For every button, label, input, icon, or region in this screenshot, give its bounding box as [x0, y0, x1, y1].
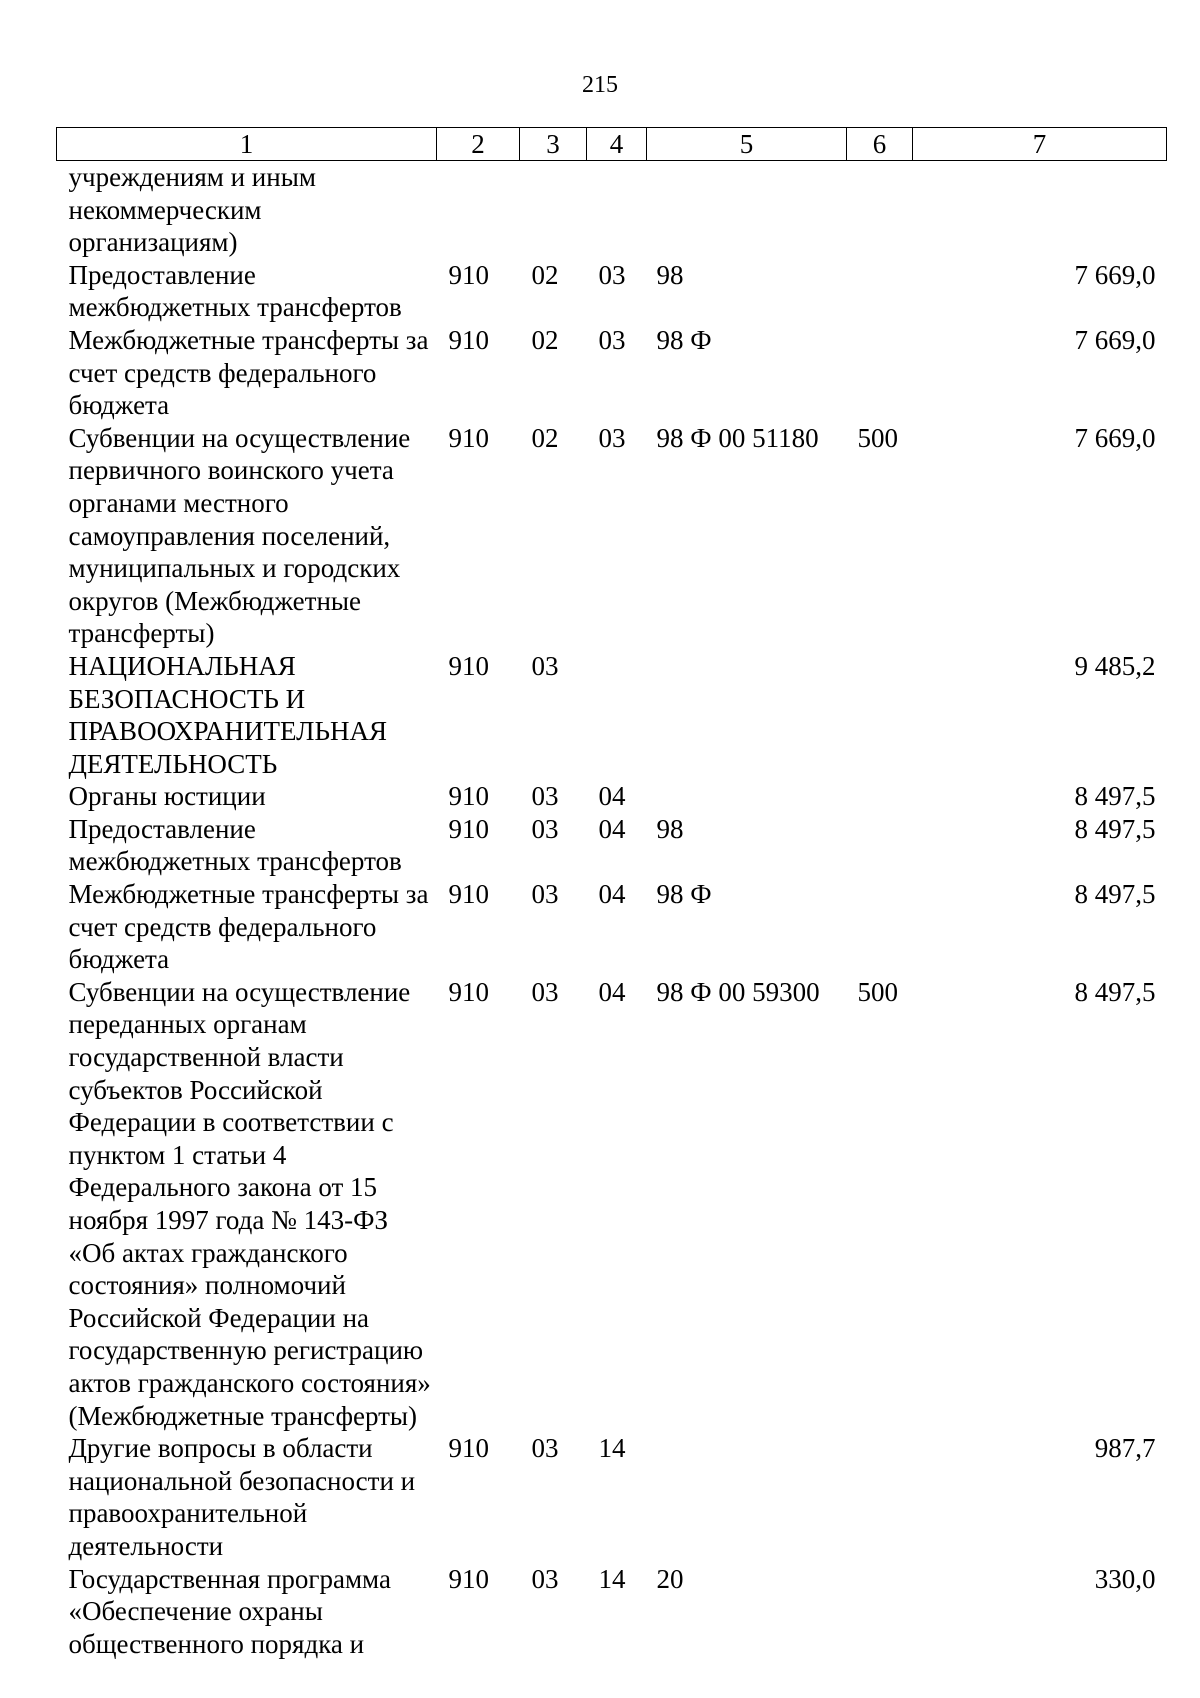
- row-expense-type: 500: [857, 976, 898, 1007]
- row-section: 02: [531, 324, 559, 355]
- row-name: Государственная программа «Обеспечение охраны общественного порядка и: [68, 1563, 391, 1659]
- row-section: [520, 161, 587, 259]
- row-name: учреждениям и иным некоммерческим организациям): [68, 162, 316, 258]
- table-row: [57, 1432, 1167, 1562]
- row-sum: 7 669,0: [1074, 422, 1156, 453]
- column-header: 6: [847, 128, 913, 161]
- table-row: [57, 976, 1167, 1432]
- row-grbs: 910: [448, 976, 489, 1007]
- row-subsection: 04: [598, 813, 626, 844]
- row-name: Субвенции на осуществление переданных органам государственной власти субъектов Российской Федерации в соответствии с пунктом 1 статьи 4 Федерального закона от 15 ноября 1997 года № 143-ФЗ «Об актах гражданского состояния» полномочий Российской Федерации на государственную регистрацию актов гражданского состояния» (Межбюджетные трансферты): [68, 976, 431, 1431]
- row-section: 03: [531, 813, 559, 844]
- row-grbs: 910: [448, 813, 489, 844]
- row-sum: 987,7: [1094, 1433, 1156, 1464]
- row-sum: 7 669,0: [1074, 324, 1156, 355]
- row-section: 03: [531, 1563, 559, 1594]
- column-header: 3: [520, 128, 587, 161]
- row-sum: [913, 161, 1167, 259]
- row-section: 03: [531, 1433, 559, 1464]
- row-subsection: [587, 650, 647, 780]
- table-row: [57, 259, 1167, 324]
- row-subsection: 04: [598, 879, 626, 910]
- table-row: [57, 161, 1167, 259]
- row-subsection: 04: [598, 976, 626, 1007]
- row-name: Органы юстиции: [68, 781, 266, 812]
- row-subsection: 04: [598, 781, 626, 812]
- row-expense-type: [847, 161, 913, 259]
- row-expense-type: [847, 650, 913, 780]
- row-section: 03: [531, 781, 559, 812]
- table-header-row: [57, 128, 1167, 161]
- row-sum: 7 669,0: [1074, 259, 1156, 290]
- row-target-article: 98 Ф 00 59300: [656, 976, 820, 1007]
- column-header: 1: [57, 128, 437, 161]
- row-section: 03: [531, 976, 559, 1007]
- row-subsection: [587, 161, 647, 259]
- page-number: 215: [582, 72, 618, 98]
- row-name: Предоставление межбюджетных трансфертов: [68, 813, 402, 877]
- row-target-article: [647, 1432, 847, 1562]
- column-header: 5: [647, 128, 847, 161]
- row-grbs: [437, 161, 520, 259]
- row-grbs: 910: [448, 1563, 489, 1594]
- row-subsection: 03: [598, 324, 626, 355]
- row-target-article: [647, 780, 847, 813]
- row-expense-type: [847, 780, 913, 813]
- row-target-article: 20: [656, 1563, 684, 1594]
- row-expense-type: [847, 1432, 913, 1562]
- row-subsection: 03: [598, 259, 626, 290]
- row-expense-type: [847, 259, 913, 324]
- row-target-article: 98 Ф: [656, 324, 712, 355]
- table-row: [57, 650, 1167, 780]
- row-target-article: 98: [656, 813, 684, 844]
- row-grbs: 910: [448, 1433, 489, 1464]
- row-expense-type: [847, 813, 913, 878]
- table-row: [57, 813, 1167, 878]
- row-section: 03: [531, 650, 559, 681]
- row-sum: 8 497,5: [1074, 976, 1156, 1007]
- row-expense-type: [847, 1563, 913, 1661]
- row-sum: 330,0: [1094, 1563, 1156, 1594]
- row-grbs: 910: [448, 259, 489, 290]
- row-expense-type: 500: [857, 422, 898, 453]
- row-grbs: 910: [448, 650, 489, 681]
- row-section: 02: [531, 259, 559, 290]
- row-name: НАЦИОНАЛЬНАЯ БЕЗОПАСНОСТЬ И ПРАВООХРАНИТЕЛЬНАЯ ДЕЯТЕЛЬНОСТЬ: [68, 650, 387, 779]
- row-target-article: 98 Ф: [656, 879, 712, 910]
- row-sum: 8 497,5: [1074, 879, 1156, 910]
- table-row: [57, 1563, 1167, 1661]
- row-subsection: 14: [598, 1433, 626, 1464]
- row-grbs: 910: [448, 879, 489, 910]
- column-header: 7: [913, 128, 1167, 161]
- row-name: Межбюджетные трансферты за счет средств федерального бюджета: [68, 879, 429, 975]
- row-grbs: 910: [448, 324, 489, 355]
- table-row: [57, 780, 1167, 813]
- row-target-article: 98: [656, 259, 684, 290]
- row-section: 03: [531, 879, 559, 910]
- row-expense-type: [847, 878, 913, 976]
- row-subsection: 14: [598, 1563, 626, 1594]
- row-sum: 8 497,5: [1074, 781, 1156, 812]
- row-sum: 8 497,5: [1074, 813, 1156, 844]
- row-target-article: [647, 650, 847, 780]
- row-section: 02: [531, 422, 559, 453]
- row-name: Межбюджетные трансферты за счет средств федерального бюджета: [68, 324, 429, 421]
- row-target-article: 98 Ф 00 51180: [656, 422, 819, 453]
- column-header: 4: [587, 128, 647, 161]
- row-name: Другие вопросы в области национальной безопасности и правоохранительной деятельности: [68, 1433, 416, 1561]
- row-expense-type: [847, 324, 913, 422]
- table-row: [57, 324, 1167, 422]
- row-target-article: [647, 161, 847, 259]
- row-subsection: 03: [598, 422, 626, 453]
- row-grbs: 910: [448, 781, 489, 812]
- row-name: Субвенции на осуществление первичного воинского учета органами местного самоуправления поселений, муниципальных и городских округов (Межбюджетные трансферты): [68, 422, 411, 649]
- row-grbs: 910: [448, 422, 489, 453]
- row-name: Предоставление межбюджетных трансфертов: [68, 259, 402, 323]
- table-row: [57, 878, 1167, 976]
- column-header: 2: [437, 128, 520, 161]
- row-sum: 9 485,2: [1074, 650, 1156, 681]
- table-row: [57, 422, 1167, 650]
- budget-table: [56, 127, 1167, 1660]
